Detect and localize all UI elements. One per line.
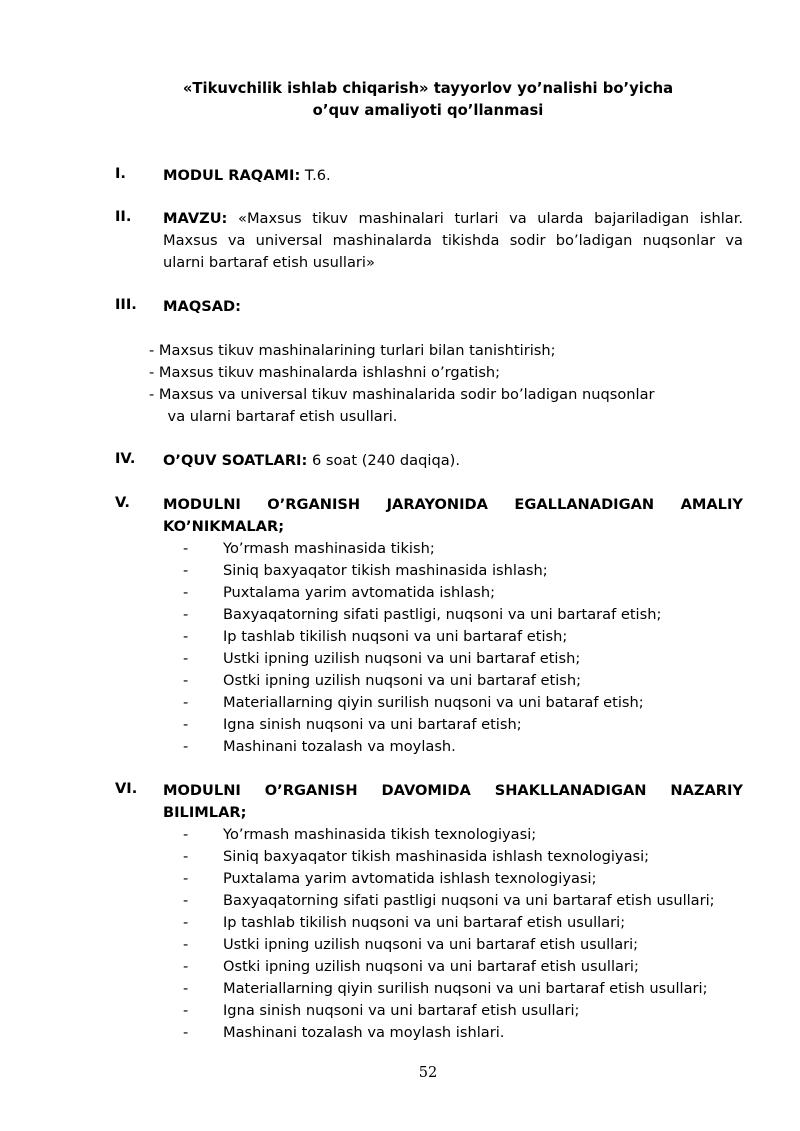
skills-list	[183, 538, 661, 758]
title-line-2: o’quv amaliyoti qo’llanmasi	[312, 102, 544, 119]
section-label: MAQSAD:	[163, 298, 241, 315]
goal-item: - Maxsus va universal tikuv mashinalarida sodir bo’ladigan nuqsonlar	[149, 386, 655, 403]
list-item-text: Yo’rmash mashinasida tikish texnologiyasi;	[223, 826, 537, 843]
list-item-text: Baxyaqatorning sifati pastligi, nuqsoni va uni bartaraf etish;	[223, 606, 662, 623]
label-word: O’RGANISH	[264, 782, 358, 799]
label-word: MODULNI	[163, 496, 241, 513]
list-item-text: Puxtalama yarim avtomatida ishlash;	[223, 584, 496, 601]
list-item	[183, 670, 661, 692]
list-item	[183, 582, 661, 604]
section-text: «Maxsus tikuv mashinalari turlari va ularda bajariladigan ishlar. Maxsus va universal mashinalarda tikishda sodir bo’ladigan nuqsonlar va ularni bartaraf etish usullari»	[163, 210, 743, 271]
list-dash: -	[183, 892, 189, 909]
label-word: DAVOMIDA	[381, 782, 471, 799]
label-word: SHAKLLANADIGAN	[494, 782, 647, 799]
list-item	[183, 824, 715, 846]
list-item-text: Mashinani tozalash va moylash.	[223, 738, 456, 755]
knowledge-list	[183, 824, 715, 1044]
list-item	[183, 1022, 715, 1044]
list-item-text: Siniq baxyaqator tikish mashinasida ishlash;	[223, 562, 548, 579]
section-label: MODUL RAQAMI:	[163, 167, 301, 184]
list-dash: -	[183, 716, 189, 733]
list-dash: -	[183, 870, 189, 887]
list-dash: -	[183, 694, 189, 711]
section-numeral: V.	[115, 494, 130, 511]
document-title	[0, 78, 800, 122]
list-item	[183, 736, 661, 758]
list-item-text: Igna sinish nuqsoni va uni bartaraf etish usullari;	[223, 1002, 580, 1019]
goals-list	[149, 340, 655, 428]
list-item	[183, 868, 715, 890]
list-item-text: Puxtalama yarim avtomatida ishlash texnologiyasi;	[223, 870, 597, 887]
list-item	[183, 604, 661, 626]
label-word: JARAYONIDA	[386, 496, 488, 513]
list-dash: -	[183, 980, 189, 997]
list-item-text: Ostki ipning uzilish nuqsoni va uni bartaraf etish;	[223, 672, 582, 689]
section-goal	[115, 296, 743, 318]
list-dash: -	[183, 540, 189, 557]
list-dash: -	[183, 826, 189, 843]
list-item	[183, 956, 715, 978]
list-dash: -	[183, 738, 189, 755]
list-item	[183, 626, 661, 648]
section-numeral: IV.	[115, 450, 136, 467]
section-module-number	[115, 165, 743, 187]
list-dash: -	[183, 936, 189, 953]
list-item-text: Materiallarning qiyin surilish nuqsoni va uni bartaraf etish usullari;	[223, 980, 708, 997]
list-dash: -	[183, 848, 189, 865]
label-word: NAZARIY	[670, 782, 743, 799]
list-dash: -	[183, 914, 189, 931]
list-dash: -	[183, 562, 189, 579]
list-item	[183, 890, 715, 912]
section-text: 6 soat (240 daqiqa).	[307, 452, 460, 469]
label-word: AMALIY	[680, 496, 743, 513]
list-item	[183, 692, 661, 714]
section-practical-skills	[115, 494, 743, 538]
goal-item: - Maxsus tikuv mashinalarining turlari bilan tanishtirish;	[149, 342, 556, 359]
list-dash: -	[183, 628, 189, 645]
list-item	[183, 648, 661, 670]
page-number: 52	[418, 1064, 438, 1081]
section-text: T.6.	[300, 167, 331, 184]
section-label: MAVZU:	[163, 210, 228, 227]
list-item-text: Mashinani tozalash va moylash ishlari.	[223, 1024, 505, 1041]
list-dash: -	[183, 1002, 189, 1019]
label-word: EGALLANADIGAN	[514, 496, 655, 513]
section-theoretical-knowledge	[115, 780, 743, 824]
list-dash: -	[183, 650, 189, 667]
label-word: O’RGANISH	[267, 496, 361, 513]
section-label	[163, 780, 743, 802]
section-topic	[115, 208, 743, 274]
list-item	[183, 846, 715, 868]
list-item-text: Yo’rmash mashinasida tikish;	[223, 540, 435, 557]
list-dash: -	[183, 1024, 189, 1041]
section-numeral: II.	[115, 208, 132, 225]
list-item-text: Siniq baxyaqator tikish mashinasida ishlash texnologiyasi;	[223, 848, 650, 865]
list-item-text: Materiallarning qiyin surilish nuqsoni va uni bataraf etish;	[223, 694, 644, 711]
label-word: MODULNI	[163, 782, 241, 799]
list-item-text: Ip tashlab tikilish nuqsoni va uni bartaraf etish usullari;	[223, 914, 626, 931]
list-dash: -	[183, 958, 189, 975]
goal-item: va ularni bartaraf etish usullari.	[149, 408, 398, 425]
title-line-1: «Tikuvchilik ishlab chiqarish» tayyorlov yo’nalishi bo’yicha	[182, 80, 674, 97]
list-item	[183, 538, 661, 560]
section-label-continuation: BILIMLAR;	[163, 804, 247, 821]
section-label-continuation: KO’NIKMALAR;	[163, 518, 285, 535]
section-numeral: VI.	[115, 780, 138, 797]
list-dash: -	[183, 672, 189, 689]
section-label	[163, 494, 743, 516]
list-item-text: Baxyaqatorning sifati pastligi nuqsoni va uni bartaraf etish usullari;	[223, 892, 715, 909]
list-dash: -	[183, 584, 189, 601]
list-item-text: Ip tashlab tikilish nuqsoni va uni bartaraf etish;	[223, 628, 568, 645]
list-item	[183, 934, 715, 956]
list-item-text: Ostki ipning uzilish nuqsoni va uni bartaraf etish usullari;	[223, 958, 639, 975]
section-numeral: I.	[115, 165, 126, 182]
list-item	[183, 978, 715, 1000]
section-label: O’QUV SOATLARI:	[163, 452, 308, 469]
list-item-text: Ustki ipning uzilish nuqsoni va uni bartaraf etish usullari;	[223, 936, 639, 953]
list-item	[183, 912, 715, 934]
list-item-text: Ustki ipning uzilish nuqsoni va uni bartaraf etish;	[223, 650, 581, 667]
section-study-hours	[115, 450, 743, 472]
list-dash: -	[183, 606, 189, 623]
list-item	[183, 560, 661, 582]
section-numeral: III.	[115, 296, 137, 313]
goal-item: - Maxsus tikuv mashinalarda ishlashni o’rgatish;	[149, 364, 501, 381]
list-item	[183, 1000, 715, 1022]
list-item-text: Igna sinish nuqsoni va uni bartaraf etish;	[223, 716, 522, 733]
list-item	[183, 714, 661, 736]
